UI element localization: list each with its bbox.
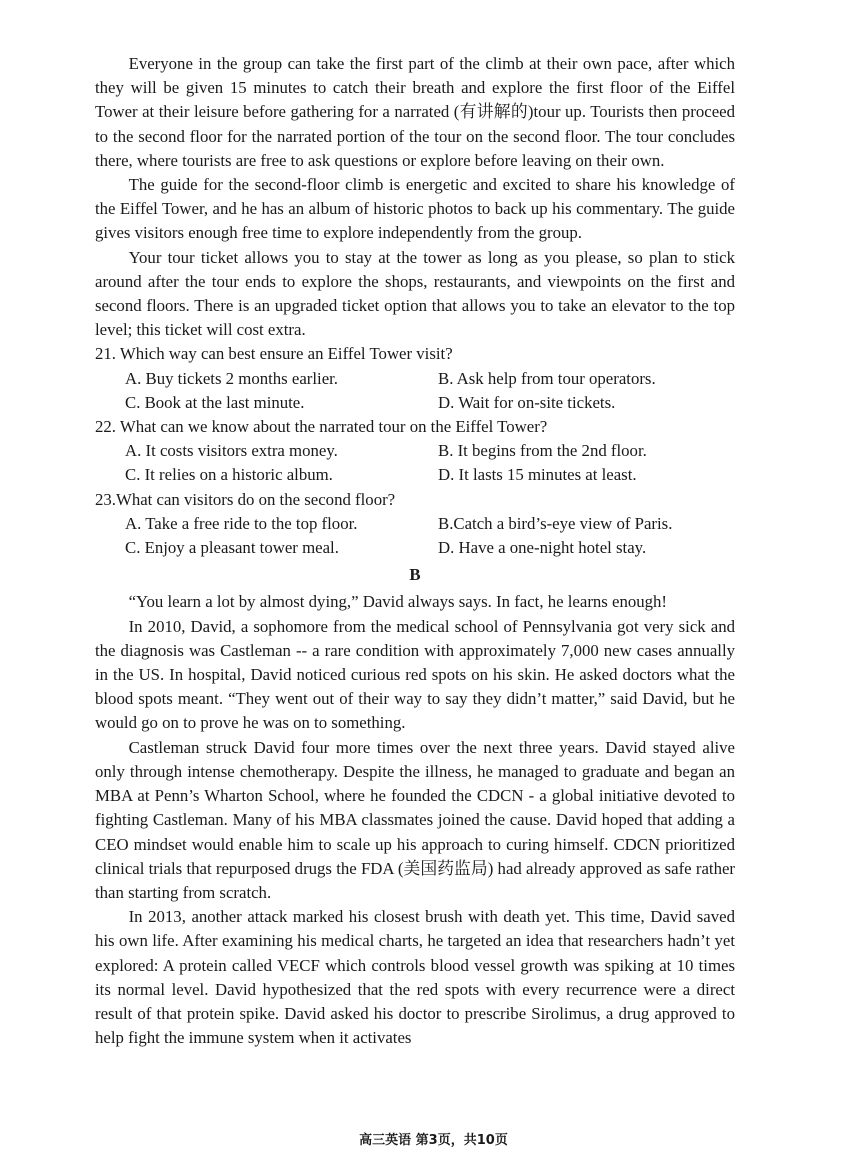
question-stem: 23.What can visitors do on the second floor? [95, 489, 396, 509]
option-d: D. It lasts 15 minutes at least. [438, 465, 637, 485]
option-d: D. Have a one-night hotel stay. [438, 538, 647, 558]
passage-a-paragraph-3: Your tour ticket allows you to stay at the tower as long as you please, so plan to stick around after the tour ends to explore the shops, restaurants, and viewpoints on the first and second floors. There is an upgraded ticket option that allows you to take an elevator to the top level; this ticket will cost extra. [95, 247, 735, 340]
option-a: A. It costs visitors extra money. [125, 441, 338, 461]
question-23 [95, 488, 735, 561]
option-b: B. Ask help from tour operators. [438, 368, 656, 388]
option-d: D. Wait for on-site tickets. [438, 392, 616, 412]
question-stem: 21. Which way can best ensure an Eiffel Tower visit? [95, 344, 453, 364]
question-21 [95, 342, 735, 415]
answer-options [95, 439, 735, 487]
passage-a-paragraph-2: The guide for the second-floor climb is energetic and excited to share his knowledge of the Eiffel Tower, and he has an album of historic photos to back up his commentary. The guide gives visitors enough free time to explore independently from the group. [95, 175, 735, 243]
passage-b-paragraph-1: “You learn a lot by almost dying,” David always says. In fact, he learns enough! [128, 592, 668, 612]
passage-a [95, 52, 735, 342]
question-22 [95, 415, 735, 488]
passage-b [95, 590, 735, 1050]
question-stem: 22. What can we know about the narrated tour on the Eiffel Tower? [95, 417, 548, 437]
passage-b-paragraph-3: Castleman struck David four more times over the next three years. David stayed alive only through intense chemotherapy. Despite the illness, he managed to graduate and began an MBA at Penn’s Wharton School, where he founded the CDCN - a global initiative devoted to fighting Castleman. Many of his MBA classmates joined the cause. David hoped that adding a CEO mindset would enable him to scale up his approach to curing himself. CDCN prioritized clinical trials that repurposed drugs the FDA (美国药监局) had already approved as safe rather than starting from scratch. [95, 737, 735, 902]
option-c: C. It relies on a historic album. [125, 465, 333, 485]
option-b: B. It begins from the 2nd floor. [438, 441, 647, 461]
answer-options [95, 512, 735, 560]
passage-b-paragraph-4: In 2013, another attack marked his closest brush with death yet. This time, David saved his own life. After examining his medical charts, he targeted an idea that researchers hadn’t yet explored: A protein called VECF which controls blood vessel growth was spiking at 10 times its normal level. David hypothesized that the red spots with every recurrence were a direct result of that protein spike. David asked his doctor to prescribe Sirolimus, a drug approved to help fight the immune system when it activates [95, 907, 735, 1048]
page-content [95, 52, 735, 1050]
page-footer: 高三英语 第3页，共10页 [359, 1133, 508, 1148]
passage-b-paragraph-2: In 2010, David, a sophomore from the medical school of Pennsylvania got very sick and the diagnosis was Castleman -- a rare condition with approximately 7,000 new cases annually in the US. In hospital, David noticed curious red spots on his skin. He asked doctors what the blood spots meant. “They went out of their way to say they didn’t matter,” said David, but he would go on to prove he was on to something. [95, 616, 735, 733]
answer-options [95, 367, 735, 415]
passage-a-paragraph-1: Everyone in the group can take the first part of the climb at their own pace, after which they will be given 15 minutes to catch their breath and explore the first floor of the Eiffel Tower at their leisure before gathering for a narrated (有讲解的)tour up. Tourists then proceed to the second floor for the narrated portion of the tour on the second floor. The tour concludes there, where tourists are free to ask questions or explore before leaving on their own. [95, 54, 735, 170]
option-a: A. Buy tickets 2 months earlier. [125, 368, 338, 388]
option-c: C. Book at the last minute. [125, 392, 305, 412]
option-c: C. Enjoy a pleasant tower meal. [125, 538, 339, 558]
option-a: A. Take a free ride to the top floor. [125, 513, 358, 533]
option-b: B.Catch a bird’s-eye view of Paris. [438, 513, 673, 533]
section-b-heading: B [409, 565, 421, 585]
